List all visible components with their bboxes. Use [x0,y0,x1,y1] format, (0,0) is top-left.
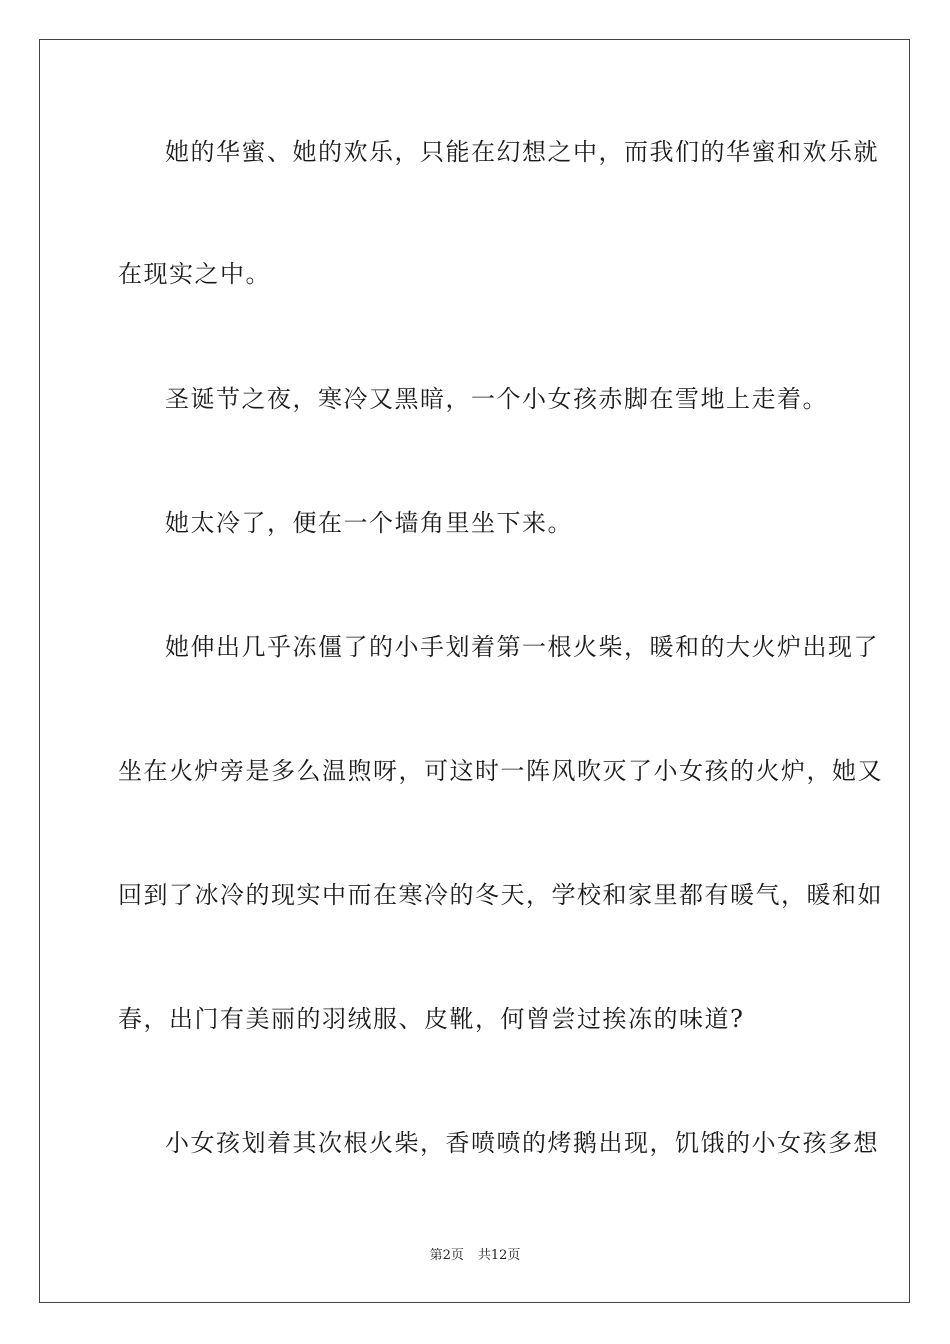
page-border [39,39,910,1303]
text-line-8: 春，出门有美丽的羽绒服、皮靴，何曾尝过挨冻的味道? [118,1005,745,1033]
page-footer [0,1248,950,1264]
text-line-7: 回到了冰冷的现实中而在寒冷的冬天，学校和家里都有暖气，暖和如 [118,881,883,909]
text-line-1: 她的华蜜、她的欢乐，只能在幻想之中，而我们的华蜜和欢乐就 [165,138,879,166]
text-line-6: 坐在火炉旁是多么温煦呀，可这时一阵风吹灭了小女孩的火炉，她又 [118,757,883,785]
text-line-4: 她太冷了，便在一个墙角里坐下来。 [165,509,573,537]
text-line-2: 在现实之中。 [118,260,271,288]
text-line-9: 小女孩划着其次根火柴，香喷喷的烤鹅出现，饥饿的小女孩多想 [165,1129,879,1157]
page-number: 第2页 [429,1248,464,1263]
text-line-5: 她伸出几乎冻僵了的小手划着第一根火柴，暖和的大火炉出现了 [165,633,879,661]
text-line-3: 圣诞节之夜，寒冷又黑暗，一个小女孩赤脚在雪地上走着。 [165,385,828,413]
page-total: 共12页 [477,1248,521,1263]
